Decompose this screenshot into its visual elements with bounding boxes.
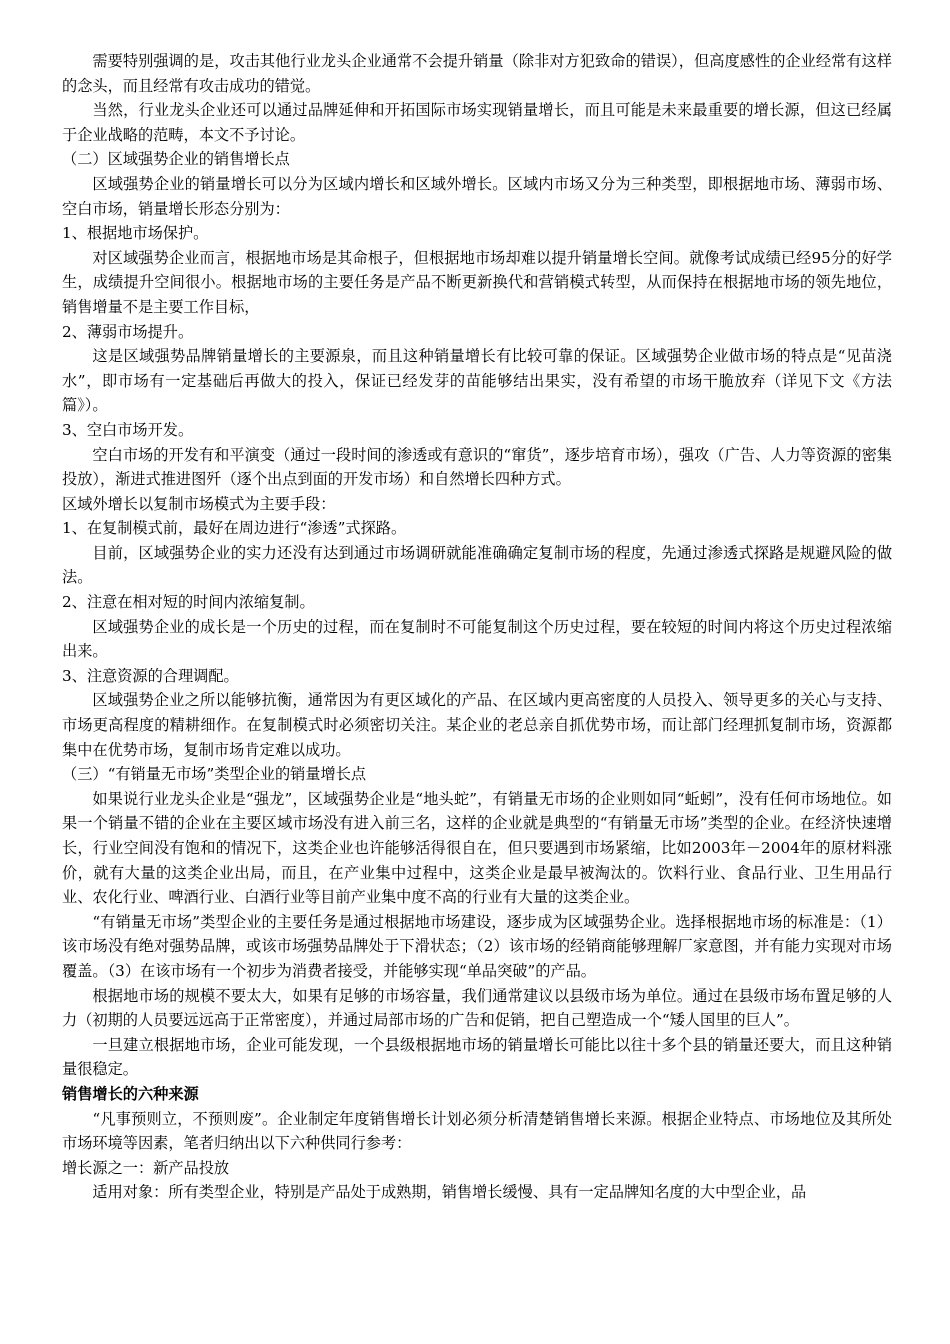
- document-page: [62, 49, 892, 1205]
- body-paragraph: 适用对象：所有类型企业，特别是产品处于成熟期，销售增长缓慢、具有一定品牌知名度的大中型企业，品: [92, 1183, 807, 1202]
- subheading-line: 1、在复制模式前，最好在周边进行“渗透”式探路。: [62, 519, 407, 538]
- section-heading: 销售增长的六种来源: [62, 1084, 199, 1103]
- subheading-line: 3、空白市场开发。: [62, 420, 194, 439]
- subheading-line: 2、薄弱市场提升。: [62, 322, 194, 341]
- body-paragraph: 区域强势企业的成长是一个历史的过程，而在复制时不可能复制这个历史过程，要在较短的时间内将这个历史过程浓缩出来。: [62, 617, 892, 661]
- body-paragraph: 如果说行业龙头企业是“强龙”，区域强势企业是“地头蛇”，有销量无市场的企业则如同“蚯蚓”，没有任何市场地位。如果一个销量不错的企业在主要区域市场没有进入前三名，这样的企业就是典型的“有销量无市场”类型的企业。在经济快速增长，行业空间没有饱和的情况下，这类企业也许能够活得很自在，但只要遇到市场紧缩，比如2003年－2004年的原材料涨价，就有大量的这类企业出局，而且，在产业集中过程中，这类企业是最早被淘汰的。饮料行业、食品行业、卫生用品行业、农化行业、啤酒行业、白酒行业等目前产业集中度不高的行业有大量的这类企业。: [62, 789, 892, 907]
- body-paragraph: 对区域强势企业而言，根据地市场是其命根子，但根据地市场却难以提升销量增长空间。就像考试成绩已经95分的好学生，成绩提升空间很小。根据地市场的主要任务是产品不断更新换代和营销模式转型，从而保持在根据地市场的领先地位，销售增量不是主要工作目标，: [62, 248, 892, 316]
- subheading-line: 3、注意资源的合理调配。: [62, 666, 239, 685]
- body-paragraph: 区域强势企业的销量增长可以分为区域内增长和区域外增长。区域内市场又分为三种类型，即根据地市场、薄弱市场、空白市场，销量增长形态分别为：: [62, 174, 892, 218]
- body-paragraph: “有销量无市场”类型企业的主要任务是通过根据地市场建设，逐步成为区域强势企业。选择根据地市场的标准是：（1）该市场没有绝对强势品牌，或该市场强势品牌处于下滑状态；（2）该市场的经销商能够理解厂家意图，并有能力实现对市场覆盖。（3）在该市场有一个初步为消费者接受，并能够实现“单品突破”的产品。: [62, 912, 892, 980]
- body-paragraph: 空白市场的开发有和平演变（通过一段时间的渗透或有意识的“窜货”，逐步培育市场），强攻（广告、人力等资源的密集投放），渐进式推进图歼（逐个出点到面的开发市场）和自然增长四种方式。: [62, 445, 892, 489]
- body-paragraph: 一旦建立根据地市场，企业可能发现，一个县级根据地市场的销量增长可能比以往十多个县的销量还要大，而且这种销量很稳定。: [62, 1035, 892, 1079]
- body-paragraph: 当然，行业龙头企业还可以通过品牌延伸和开拓国际市场实现销量增长，而且可能是未来最重要的增长源，但这已经属于企业战略的范畴，本文不予讨论。: [62, 101, 892, 144]
- subheading-line: 1、根据地市场保护。: [62, 224, 209, 243]
- body-paragraph: 根据地市场的规模不要太大，如果有足够的市场容量，我们通常建议以县级市场为单位。通过在县级市场布置足够的人力（初期的人员要远远高于正常密度），并通过局部市场的广告和促销，把自己塑造成一个“矮人国里的巨人”。: [62, 986, 892, 1030]
- body-paragraph: 需要特别强调的是，攻击其他行业龙头企业通常不会提升销量（除非对方犯致命的错误），但高度感性的企业经常有这样的念头，而且经常有攻击成功的错觉。: [62, 52, 892, 95]
- subheading-line: （三）“有销量无市场”类型企业的销量增长点: [62, 765, 367, 784]
- body-paragraph: 目前，区域强势企业的实力还没有达到通过市场调研就能准确确定复制市场的程度，先通过渗透式探路是规避风险的做法。: [62, 543, 892, 587]
- subheading-line: 增长源之一：新产品投放: [62, 1158, 230, 1177]
- subheading-line: 区域外增长以复制市场模式为主要手段：: [62, 494, 336, 513]
- subheading-line: 2、注意在相对短的时间内浓缩复制。: [62, 593, 315, 612]
- body-paragraph: 区域强势企业之所以能够抗衡，通常因为有更区域化的产品、在区域内更高密度的人员投入、领导更多的关心与支持、市场更高程度的精耕细作。在复制模式时必须密切关注。某企业的老总亲自抓优势市场，而让部门经理抓复制市场，资源都集中在优势市场，复制市场肯定难以成功。: [62, 691, 892, 759]
- body-paragraph: “凡事预则立，不预则废”。企业制定年度销售增长计划必须分析清楚销售增长来源。根据企业特点、市场地位及其所处市场环境等因素，笔者归纳出以下六种供同行参考：: [62, 1109, 892, 1153]
- subheading-line: （二）区域强势企业的销售增长点: [62, 150, 290, 169]
- body-paragraph: 这是区域强势品牌销量增长的主要源泉，而且这种销量增长有比较可靠的保证。区域强势企业做市场的特点是“见苗浇水”，即市场有一定基础后再做大的投入，保证已经发芽的苗能够结出果实，没有希望的市场干脆放弃（详见下文《方法篇》）。: [62, 347, 892, 415]
